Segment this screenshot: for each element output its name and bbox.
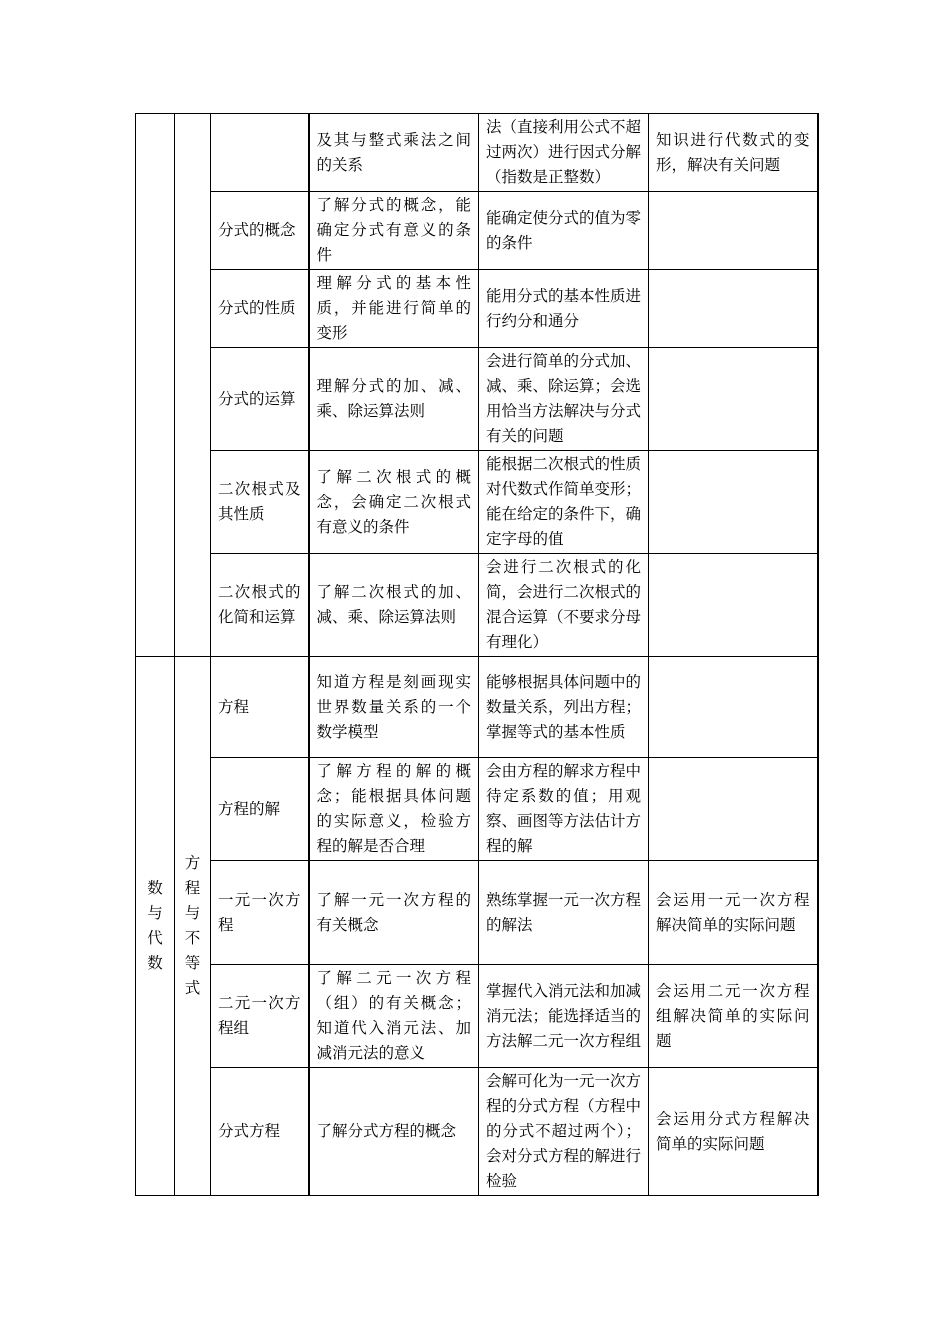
understand-cell: 了解二次根式的加、减、乘、除运算法则 bbox=[309, 554, 479, 657]
master-cell: 能用分式的基本性质进行约分和通分 bbox=[479, 270, 649, 348]
understand-cell: 了解一元一次方程的有关概念 bbox=[309, 861, 479, 965]
topic-cell: 二次根式的化简和运算 bbox=[211, 554, 309, 657]
category-label: 方程与不等式 bbox=[184, 854, 201, 997]
understand-cell: 了解分式方程的概念 bbox=[309, 1068, 479, 1196]
apply-cell: 会运用一元一次方程解决简单的实际问题 bbox=[649, 861, 818, 965]
understand-cell: 了解方程的解的概念；能根据具体问题的实际意义，检验方程的解是否合理 bbox=[309, 758, 479, 861]
topic-cell: 分式的概念 bbox=[211, 192, 309, 270]
curriculum-table bbox=[135, 113, 819, 1196]
topic-cell: 二次根式及其性质 bbox=[211, 451, 309, 554]
master-cell: 法（直接利用公式不超过两次）进行因式分解（指数是正整数） bbox=[479, 114, 649, 192]
table-row bbox=[136, 192, 818, 270]
master-cell: 能够根据具体问题中的数量关系，列出方程；掌握等式的基本性质 bbox=[479, 657, 649, 758]
table-row bbox=[136, 758, 818, 861]
understand-cell: 了解分式的概念，能确定分式有意义的条件 bbox=[309, 192, 479, 270]
master-cell: 会解可化为一元一次方程的分式方程（方程中的分式不超过两个）；会对分式方程的解进行检验 bbox=[479, 1068, 649, 1196]
table-row bbox=[136, 451, 818, 554]
apply-cell bbox=[649, 270, 818, 348]
understand-cell: 及其与整式乘法之间的关系 bbox=[309, 114, 479, 192]
topic-cell: 二元一次方程组 bbox=[211, 965, 309, 1068]
master-cell: 会进行简单的分式加、减、乘、除运算；会选用恰当方法解决与分式有关的问题 bbox=[479, 348, 649, 451]
apply-cell bbox=[649, 657, 818, 758]
category-cell-empty bbox=[175, 114, 211, 657]
master-cell: 会进行二次根式的化简，会进行二次根式的混合运算（不要求分母有理化） bbox=[479, 554, 649, 657]
topic-cell: 分式方程 bbox=[211, 1068, 309, 1196]
master-cell: 能根据二次根式的性质对代数式作简单变形；能在给定的条件下，确定字母的值 bbox=[479, 451, 649, 554]
apply-cell: 知识进行代数式的变形，解决有关问题 bbox=[649, 114, 818, 192]
domain-label: 数与代数 bbox=[147, 879, 163, 972]
understand-cell: 理解分式的加、减、乘、除运算法则 bbox=[309, 348, 479, 451]
apply-cell bbox=[649, 758, 818, 861]
table-row bbox=[136, 965, 818, 1068]
understand-cell: 了解二次根式的概念，会确定二次根式有意义的条件 bbox=[309, 451, 479, 554]
apply-cell bbox=[649, 192, 818, 270]
table-row bbox=[136, 861, 818, 965]
understand-cell: 理解分式的基本性质，并能进行简单的变形 bbox=[309, 270, 479, 348]
master-cell: 能确定使分式的值为零的条件 bbox=[479, 192, 649, 270]
apply-cell: 会运用二元一次方程组解决简单的实际问题 bbox=[649, 965, 818, 1068]
topic-cell: 方程 bbox=[211, 657, 309, 758]
table-row bbox=[136, 554, 818, 657]
master-cell: 掌握代入消元法和加减消元法；能选择适当的方法解二元一次方程组 bbox=[479, 965, 649, 1068]
table-row bbox=[136, 1068, 818, 1196]
table-row bbox=[136, 348, 818, 451]
domain-cell bbox=[136, 657, 175, 1196]
topic-cell: 分式的运算 bbox=[211, 348, 309, 451]
apply-cell bbox=[649, 348, 818, 451]
apply-cell bbox=[649, 554, 818, 657]
master-cell: 熟练掌握一元一次方程的解法 bbox=[479, 861, 649, 965]
topic-cell: 分式的性质 bbox=[211, 270, 309, 348]
apply-cell: 会运用分式方程解决简单的实际问题 bbox=[649, 1068, 818, 1196]
apply-cell bbox=[649, 451, 818, 554]
table-row bbox=[136, 114, 818, 192]
table-row bbox=[136, 657, 818, 758]
understand-cell: 了解二元一次方程（组）的有关概念；知道代入消元法、加减消元法的意义 bbox=[309, 965, 479, 1068]
category-cell bbox=[175, 657, 211, 1196]
understand-cell: 知道方程是刻画现实世界数量关系的一个数学模型 bbox=[309, 657, 479, 758]
topic-cell: 方程的解 bbox=[211, 758, 309, 861]
table-row bbox=[136, 270, 818, 348]
topic-cell bbox=[211, 114, 309, 192]
domain-cell-empty bbox=[136, 114, 175, 657]
topic-cell: 一元一次方程 bbox=[211, 861, 309, 965]
master-cell: 会由方程的解求方程中待定系数的值；用观察、画图等方法估计方程的解 bbox=[479, 758, 649, 861]
